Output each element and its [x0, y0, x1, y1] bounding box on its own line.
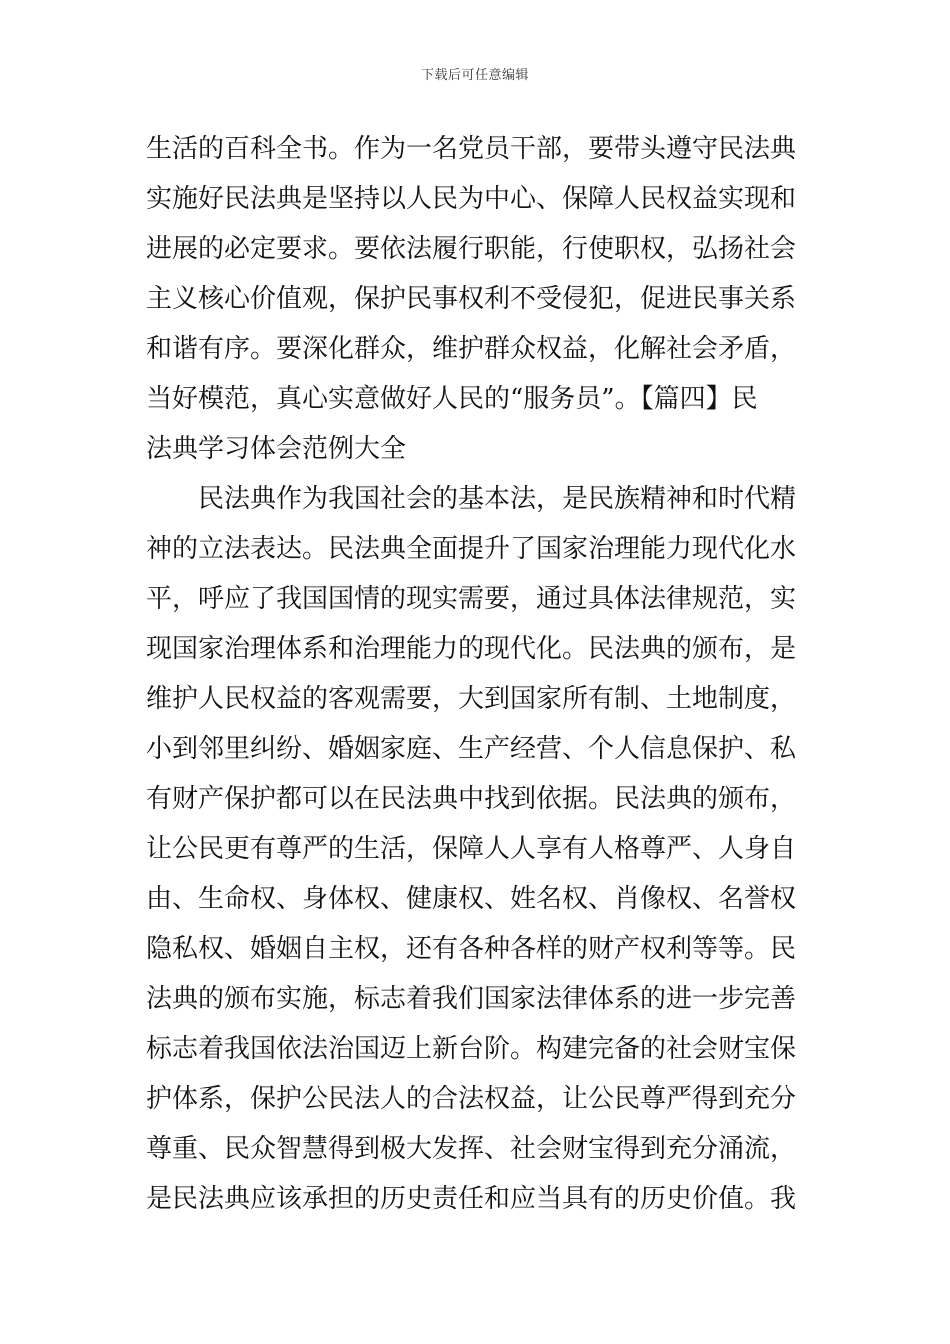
text-line: 主义核心价值观，保护民事权利不受侵犯，促进民事关系 — [146, 284, 797, 314]
text-line: 生活的百科全书。作为一名党员干部，要带头遵守民法典 — [146, 134, 797, 164]
document-body — [146, 124, 806, 1224]
text-line: 有财产保护都可以在民法典中找到依据。民法典的颁布， — [146, 784, 797, 814]
page-header: 下载后可任意编辑 — [420, 68, 529, 83]
paragraph-first-line: 民法典作为我国社会的基本法，是民族精神和时代精 — [198, 484, 797, 514]
text-line: 当好模范，真心实意做好人民的“服务员”。【篇四】民 — [146, 384, 758, 414]
text-line: 进展的必定要求。要依法履行职能，行使职权，弘扬社会 — [146, 234, 797, 264]
text-line: 和谐有序。要深化群众，维护群众权益，化解社会矛盾， — [146, 334, 797, 364]
text-line: 是民法典应该承担的历史责任和应当具有的历史价值。我 — [146, 1184, 797, 1214]
text-line: 维护人民权益的客观需要，大到国家所有制、土地制度， — [146, 684, 797, 714]
text-line: 护体系，保护公民法人的合法权益，让公民尊严得到充分 — [146, 1084, 797, 1114]
text-line: 隐私权、婚姻自主权，还有各种各样的财产权利等等。民 — [146, 934, 797, 964]
text-line: 小到邻里纠纷、婚姻家庭、生产经营、个人信息保护、私 — [146, 734, 797, 764]
text-line: 由、生命权、身体权、健康权、姓名权、肖像权、名誉权 — [146, 884, 797, 914]
text-line: 实施好民法典是坚持以人民为中心、保障人民权益实现和 — [146, 184, 797, 214]
text-line: 现国家治理体系和治理能力的现代化。民法典的颁布，是 — [146, 634, 797, 664]
text-line: 标志着我国依法治国迈上新台阶。构建完备的社会财宝保 — [146, 1034, 797, 1064]
text-line: 平，呼应了我国国情的现实需要，通过具体法律规范，实 — [146, 584, 797, 614]
text-line: 法典的颁布实施，标志着我们国家法律体系的进一步完善 — [146, 984, 797, 1014]
text-line: 让公民更有尊严的生活，保障人人享有人格尊严、人身自 — [146, 834, 797, 864]
text-line: 尊重、民众智慧得到极大发挥、社会财宝得到充分涌流， — [146, 1134, 797, 1164]
text-line: 法典学习体会范例大全 — [146, 434, 407, 464]
text-line: 神的立法表达。民法典全面提升了国家治理能力现代化水 — [146, 534, 797, 564]
